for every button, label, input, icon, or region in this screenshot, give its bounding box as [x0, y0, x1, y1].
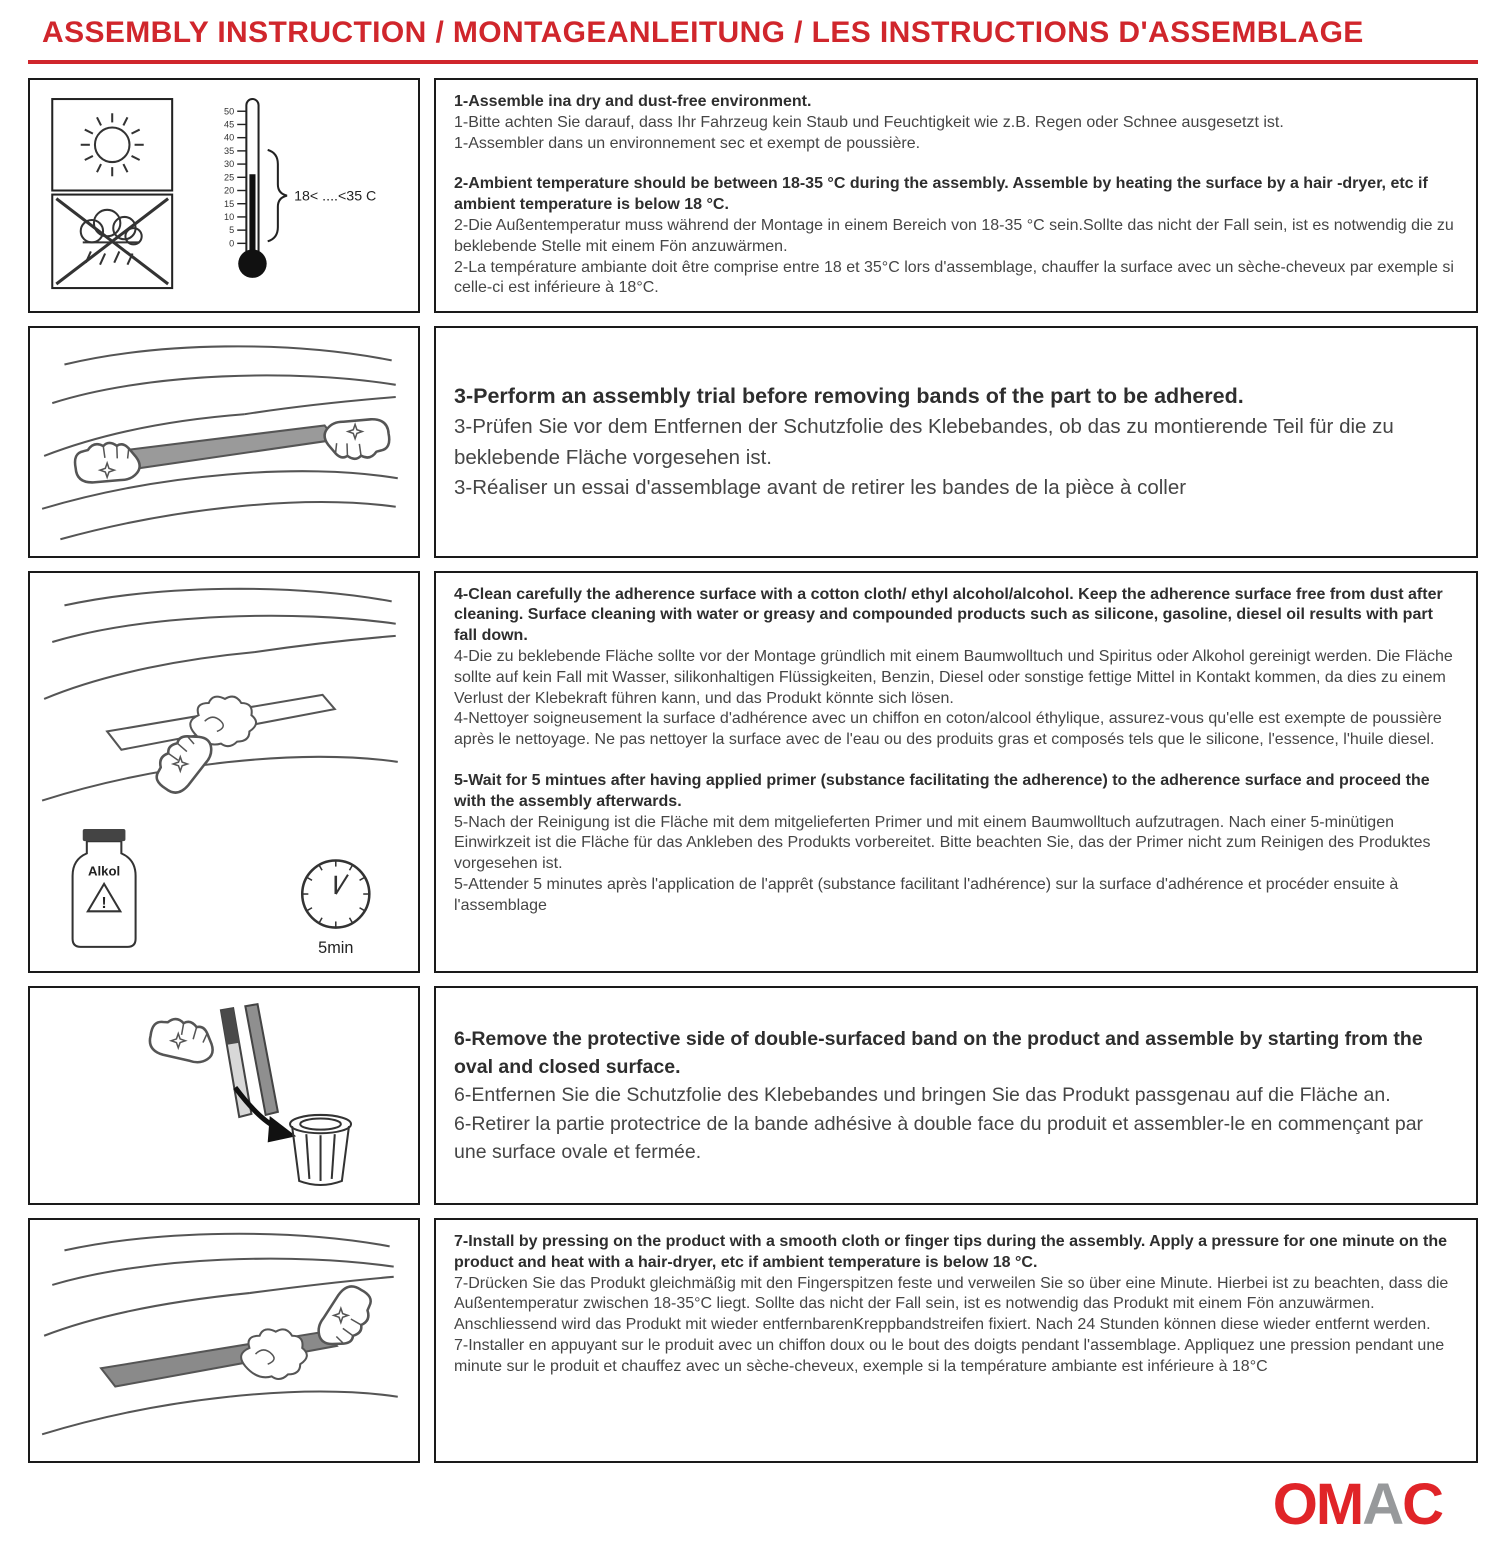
svg-text:0: 0 — [229, 238, 235, 249]
step4-5-illustration-box — [28, 571, 420, 973]
sill-trim-strip — [127, 426, 335, 469]
press-install-illustration — [36, 1226, 412, 1455]
step3-fr: 3-Réaliser un essai d'assemblage avant de retirer les bandes de la pièce à coller — [454, 476, 1187, 500]
no-rain-icon — [56, 199, 168, 284]
logo-c: C — [1402, 1471, 1442, 1537]
step7-text — [434, 1218, 1478, 1463]
step3-text — [434, 326, 1478, 557]
step3-en: 3-Perform an assembly trial before removing bands of the part to be adhered. — [454, 383, 1244, 408]
step4-de: 4-Die zu beklebende Fläche sollte vor der Montage gründlich mit einem Baumwolltuch und Spiritus oder Alkohol gereinigt werden. Die Fläche sollte auf kein Fall mit Wasser, silikonhaltigen Flüssigkeiten, Benzin, Diesel oder sonstige fettige Mittel in Kontakt kommen, da dies zu einem Verlust der Klebekraft führen kann, und das Produkt könnte sich lösen. — [454, 648, 1453, 707]
alcohol-bottle-icon — [73, 829, 136, 947]
logo-a: A — [1362, 1471, 1403, 1537]
sun-frame — [52, 99, 172, 190]
range-bracket — [268, 150, 287, 241]
panel-step-6 — [28, 986, 1478, 1205]
trash-bin-icon — [290, 1115, 351, 1185]
svg-text:35: 35 — [224, 145, 235, 156]
bottle-label: Alkol — [87, 863, 121, 879]
sun-icon — [81, 113, 144, 176]
svg-text:10: 10 — [224, 211, 235, 222]
step4-fr: 4-Nettoyer soigneusement la surface d'adhérence avec un chiffon en coton/alcool éthylique, assurez-vous qu'elle est exempte de poussière après le nettoyage. Ne pas nettoyer la surface avec de l'eau ou des produits gras et composés tels que le silicone, l'essence, l'huile diesel. — [454, 710, 1442, 749]
step3-de: 3-Prüfen Sie vor dem Entfernen der Schutzfolie des Klebebandes, ob das zu montierende Teil für die zu beklebende Fläche vorgesehen ist. — [454, 414, 1394, 469]
page-title: ASSEMBLY INSTRUCTION / MONTAGEANLEITUNG / LES INSTRUCTIONS D'ASSEMBLAGE — [42, 16, 1364, 49]
step5-en: 5-Wait for 5 mintues after having applied primer (substance facilitating the adherence) to the adherence surface and proceed the with the assembly afterwards. — [454, 771, 1430, 810]
warning-exclamation: ! — [101, 894, 107, 912]
svg-text:25: 25 — [224, 172, 235, 183]
step6-fr: 6-Retirer la partie protectrice de la bande adhésive à double face du produit et assembler-le en commençant par une surface ovale et fermée. — [454, 1112, 1424, 1163]
step2-de: 2-Die Außentemperatur muss während der Montage in einem Bereich von 18-35 °C sein.Sollte das nicht der Fall sein, ist es notwendig die zu beklebende Stelle mit einem Fön anzuwärmen. — [454, 216, 1454, 255]
step4-5-text — [434, 571, 1478, 973]
right-hand-icon — [321, 410, 393, 467]
step7-en: 7-Install by pressing on the product with a smooth cloth or finger tips during the assembly. Apply a pressure for one minute on the product and heat with a hair-dryer, etc if ambient temperature is below 18 °C. — [454, 1233, 1447, 1271]
cleaning-illustration — [36, 579, 412, 965]
temperature-range-label: 18< ....<35 C — [294, 188, 377, 205]
brand-logo — [1272, 1471, 1442, 1537]
svg-text:50: 50 — [224, 106, 235, 117]
svg-text:45: 45 — [224, 119, 235, 130]
environment-temperature-illustration — [36, 86, 412, 305]
svg-text:40: 40 — [224, 132, 235, 143]
step1-de: 1-Bitte achten Sie darauf, dass Ihr Fahrzeug kein Staub und Feuchtigkeit wie z.B. Regen oder Schnee ausgesetzt ist. — [454, 113, 1284, 131]
step1-2-illustration-box — [28, 78, 420, 313]
step1-en: 1-Assemble ina dry and dust-free environment. — [454, 93, 812, 110]
svg-text:15: 15 — [224, 198, 235, 209]
thermometer-icon — [224, 99, 376, 278]
step7-illustration-box — [28, 1218, 420, 1463]
step6-illustration-box — [28, 986, 420, 1205]
svg-text:30: 30 — [224, 159, 235, 170]
step1-fr: 1-Assembler dans un environnement sec et exempt de poussière. — [454, 134, 921, 152]
step6-text — [434, 986, 1478, 1205]
step6-de: 6-Entfernen Sie die Schutzfolie des Klebebandes und bringen Sie das Produkt passgenau auf die Fläche an. — [454, 1084, 1391, 1107]
adhesive-strips — [221, 1004, 278, 1117]
step5-fr: 5-Attender 5 minutes après l'application de l'apprêt (substance facilitant l'adhérence) sur la surface d'adhérence et procéder ensuite à l'assemblage — [454, 875, 1399, 914]
step5-de: 5-Nach der Reinigung ist die Fläche mit dem mitgelieferten Primer und mit einem Baumwolltuch aufzutragen. Nach einer 5-minütigen Einwirkzeit ist die Fläche für das Ankleben des Produkts vorbereitet. Bitte beachten Sie, das der Primer nicht zum Reinigen des Produktes vorgesehen ist. — [454, 813, 1431, 873]
panel-step-7 — [28, 1218, 1478, 1463]
step7-fr: 7-Installer en appuyant sur le produit avec un chiffon doux ou le bout des doigts pendant l'assemblage. Appliquez une pression pendant une minute sur le produit et chauffez avec un sèche-cheveux, exemple si la température ambiante est inférieure à 18°C — [454, 1336, 1445, 1375]
peel-band-illustration — [36, 994, 412, 1197]
logo-om: OM — [1272, 1471, 1363, 1537]
footer — [28, 1471, 1478, 1542]
clock-icon — [302, 860, 369, 927]
svg-text:5: 5 — [229, 225, 235, 236]
svg-text:20: 20 — [224, 185, 235, 196]
panel-step-3 — [28, 326, 1478, 557]
panel-step-4-5 — [28, 571, 1478, 973]
step4-en: 4-Clean carefully the adherence surface with a cotton cloth/ ethyl alcohol/alcohol. Keep the adherence surface free from dust after cleaning. Surface cleaning with water or greasy and compounded products such as silicone, gasoline, diesel oil results with part fall down. — [454, 585, 1443, 645]
clock-label: 5min — [318, 938, 354, 957]
step6-en: 6-Remove the protective side of double-surfaced band on the product and assemble by starting from the oval and closed surface. — [454, 1027, 1423, 1078]
step3-illustration-box — [28, 326, 420, 557]
door-sill-lines — [42, 588, 398, 800]
panel-step-1-2 — [28, 78, 1478, 313]
assembly-trial-illustration — [36, 334, 412, 549]
step7-de: 7-Drücken Sie das Produkt gleichmäßig mit den Fingerspitzen feste und verweilen Sie so über eine Minute. Hierbei ist zu beachten, dass die Außentemperatur zwischen 18-35°C liegt. Sollte das nicht der Fall sein, ist es notwendig das Produkt mit einem Fön anzuwärmen. Anschliessend wird das Produkt mit wieder entfernbarenKreppbandstreifen fixiert. Nach 24 Stunden können diese wieder entfernt werden. — [454, 1274, 1449, 1334]
step2-en: 2-Ambient temperature should be between 18-35 °C during the assembly. Assemble by heating the surface by a hair -dryer, etc if ambient temperature is below 18 °C. — [454, 175, 1428, 214]
thermometer-scale — [224, 106, 234, 248]
pressing-cloth — [241, 1329, 307, 1379]
step1-2-text — [434, 78, 1478, 313]
step2-fr: 2-La température ambiante doit être comprise entre 18 et 35°C lors d'assemblage, chauffer la surface avec un sèche-cheveux par exemple si celle-ci est inférieure à 18°C. — [454, 258, 1454, 297]
title-divider — [28, 60, 1478, 64]
